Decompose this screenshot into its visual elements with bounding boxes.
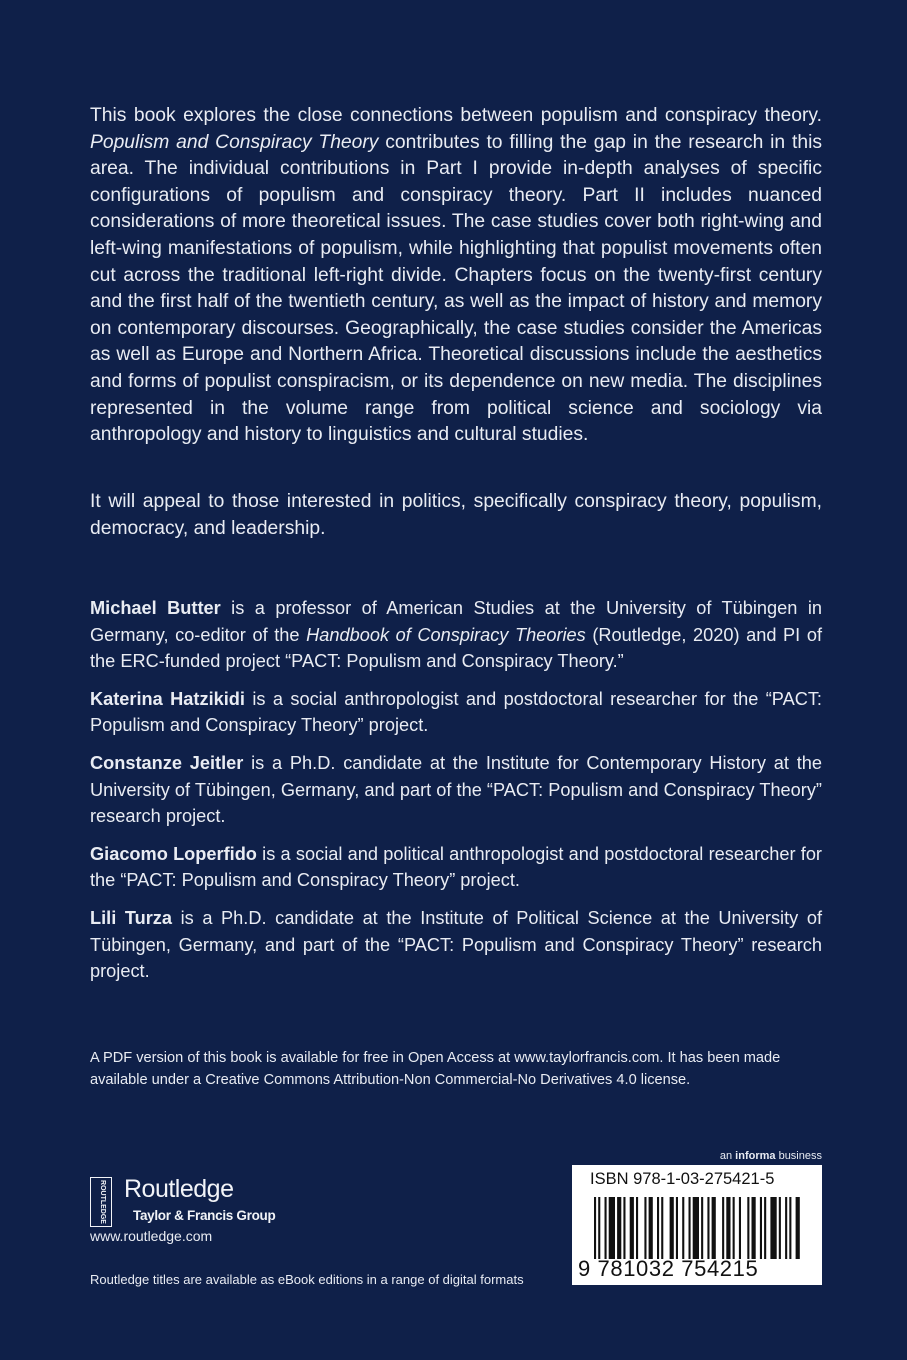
- informa-brand: informa: [735, 1150, 776, 1162]
- bio-name: Katerina Hatzikidi: [90, 688, 245, 709]
- bio-text: is a Ph.D. candidate at the Institute of Political Science at the University of Tübingen, Germany, and part of the “PACT: Populism and Conspiracy Theory” research project.: [90, 907, 822, 982]
- blurb-paragraph-1: [90, 103, 822, 449]
- isbn-digits: 9 781032 754215: [578, 1256, 759, 1281]
- isbn-barcode-panel: [572, 1165, 822, 1285]
- blurb-paragraph-2: It will appeal to those interested in politics, specifically conspiracy theory, populism, democracy, and leadership.: [90, 491, 822, 539]
- bio-text: is a social and political anthropologist and postdoctoral researcher for the “PACT: Populism and Conspiracy Theory” project.: [90, 843, 822, 891]
- bio-name: Constanze Jeitler: [90, 752, 244, 773]
- bio-italic-title: Handbook of Conspiracy Theories: [306, 624, 586, 645]
- routledge-logo: [90, 1173, 350, 1233]
- ebook-note: Routledge titles are available as eBook editions in a range of digital formats: [90, 1272, 524, 1287]
- informa-prefix: an: [719, 1150, 736, 1162]
- routledge-mark-text: ROUTLEDGE: [99, 1180, 106, 1224]
- bio-loperfido: [90, 841, 822, 894]
- bio-name: Michael Butter: [90, 598, 221, 618]
- bio-name: Giacomo Loperfido: [90, 843, 257, 864]
- publisher-url: www.routledge.com: [90, 1228, 213, 1244]
- barcode-icon: [594, 1197, 806, 1259]
- bio-text: (Routledge, 2020) and PI of the ERC-funded project “PACT: Populism and Conspiracy Theory.”: [90, 624, 822, 672]
- bio-text: is a social anthropologist and postdoctoral researcher for the “PACT: Populism and Conspiracy Theory” project.: [90, 688, 822, 736]
- bio-turza: [90, 905, 822, 985]
- blurb-text-2: contributes to filling the gap in the research in this area. The individual contributions in Part I provide in-depth analyses of specific configurations of populism and conspiracy theory. Part II includes nuanced considerations of more theoretical issues. The case studies cover both right-wing and left-wing manifestations of populism, while highlighting that populist movements often cut across the traditional left-right divide. Chapters focus on the twenty-first century and the first half of the twentieth century, as well as the impact of history and memory on contemporary discourses. Geographically, the case studies consider the Americas as well as Europe and Northern Africa. Theoretical discussions include the aesthetics and forms of populist conspiracism, or its dependence on new media. The disciplines represented in the volume range from political science and sociology via anthropology and history to linguistics and cultural studies.: [90, 131, 823, 446]
- publisher-name: Routledge: [124, 1175, 234, 1203]
- bio-text: is a professor of American Studies at the University of Tübingen in Germany, co-editor of the: [90, 598, 822, 645]
- bio-butter: [90, 595, 822, 675]
- blurb-text-1: This book explores the close connections between populism and conspiracy theory.: [90, 105, 822, 126]
- informa-tag: [720, 1150, 822, 1162]
- bio-hatzikidi: [90, 686, 822, 739]
- publisher-group: Taylor & Francis Group: [133, 1208, 276, 1223]
- routledge-mark-icon: [90, 1177, 112, 1227]
- informa-suffix: business: [775, 1150, 822, 1162]
- author-bios: [90, 595, 822, 996]
- open-access-note: A PDF version of this book is available for free in Open Access at www.taylorfrancis.com. It has been made available under a Creative Commons Attribution-Non Commercial-No Derivatives 4.0 license.: [90, 1050, 781, 1088]
- isbn-label: ISBN 978-1-03-275421-5: [590, 1170, 775, 1188]
- bio-text: is a Ph.D. candidate at the Institute for Contemporary History at the University of Tübingen, Germany, and part of the “PACT: Populism and Conspiracy Theory” research project.: [90, 752, 822, 827]
- book-title-italic: Populism and Conspiracy Theory: [90, 131, 379, 153]
- bio-jeitler: [90, 750, 822, 830]
- bio-name: Lili Turza: [90, 907, 173, 928]
